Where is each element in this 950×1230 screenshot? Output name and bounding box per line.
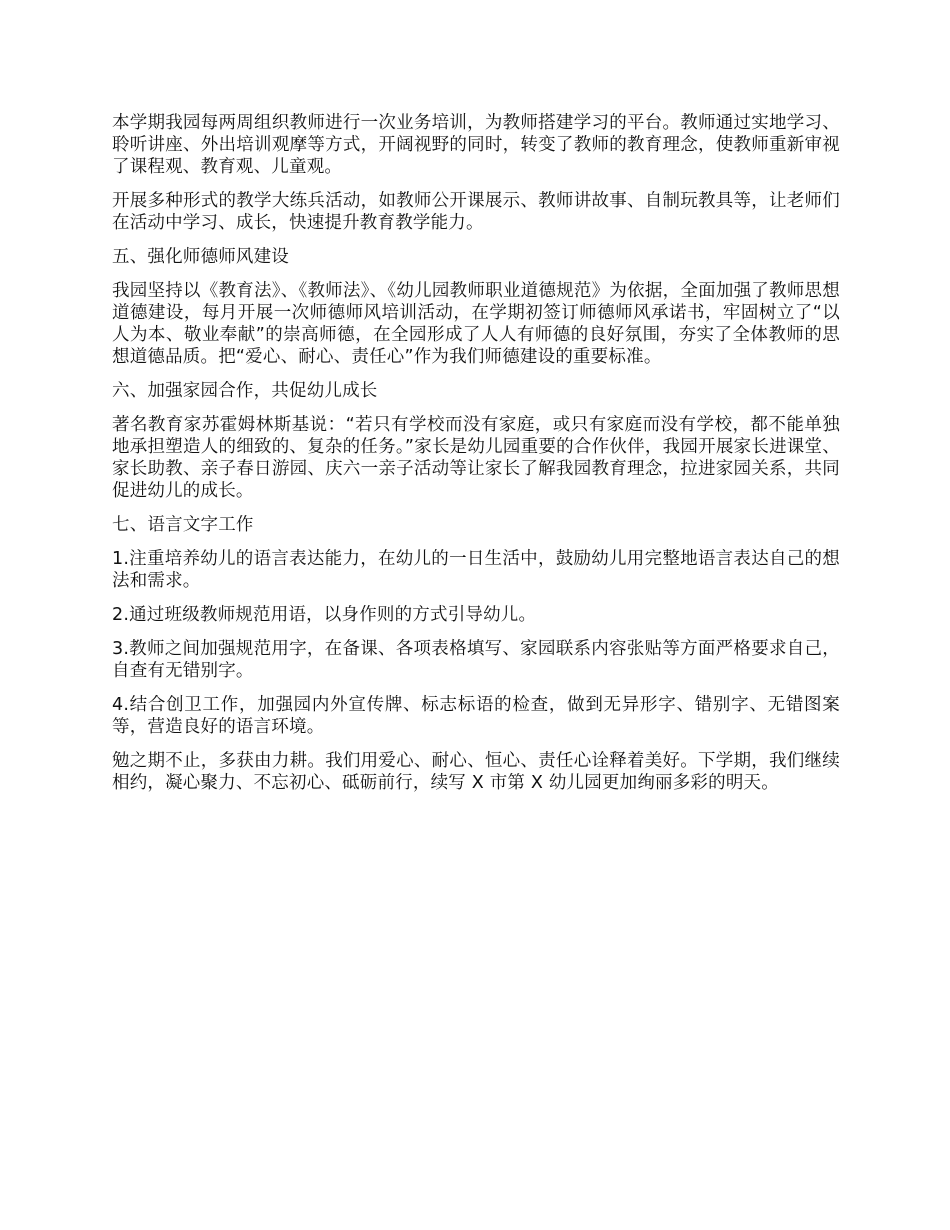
paragraph-teaching-practice: 开展多种形式的教学大练兵活动，如教师公开课展示、教师讲故事、自制玩教具等，让老师们在活动中学习、成长，快速提升教育教学能力。 xyxy=(112,191,840,233)
paragraph-closing: 勉之期不止，多获由力耕。我们用爱心、耐心、恒心、责任心诠释着美好。下学期，我们继续相约，凝心聚力、不忘初心、砥砺前行，续写 X 市第 X 幼儿园更加绚丽多彩的明天。 xyxy=(112,751,840,793)
list-item-language-3: 3.教师之间加强规范用字，在备课、各项表格填写、家园联系内容张贴等方面严格要求自己，自查有无错别字。 xyxy=(112,639,840,681)
list-item-language-2: 2.通过班级教师规范用语，以身作则的方式引导幼儿。 xyxy=(112,605,537,625)
section-heading-home-school: 六、加强家园合作，共促幼儿成长 xyxy=(112,381,378,401)
paragraph-home-school: 著名教育家苏霍姆林斯基说：“若只有学校而没有家庭，或只有家庭而没有学校，都不能单独地承担塑造人的细致的、复杂的任务。”家长是幼儿园重要的合作伙伴，我园开展家长进课堂、家长助教、亲子春日游园、庆六一亲子活动等让家长了解我园教育理念，拉进家园关系，共同促进幼儿的成长。 xyxy=(112,415,840,501)
paragraph-ethics: 我园坚持以《教育法》、《教师法》、《幼儿园教师职业道德规范》为依据，全面加强了教师思想道德建设，每月开展一次师德师风培训活动，在学期初签订师德师风承诺书，牢固树立了“以人为本、敬业奉献”的崇高师德，在全园形成了人人有师德的良好氛围，夯实了全体教师的思想道德品质。把“爱心、耐心、责任心”作为我们师德建设的重要标准。 xyxy=(112,281,840,367)
section-heading-ethics: 五、强化师德师风建设 xyxy=(112,247,289,267)
list-item-language-1: 1.注重培养幼儿的语言表达能力，在幼儿的一日生活中，鼓励幼儿用完整地语言表达自己的想法和需求。 xyxy=(112,549,840,591)
section-heading-language: 七、语言文字工作 xyxy=(112,515,254,535)
list-item-language-4: 4.结合创卫工作，加强园内外宣传牌、标志标语的检查，做到无异形字、错别字、无错图案等，营造良好的语言环境。 xyxy=(112,695,840,737)
document-page xyxy=(112,112,840,806)
paragraph-teacher-training: 本学期我园每两周组织教师进行一次业务培训，为教师搭建学习的平台。教师通过实地学习、聆听讲座、外出培训观摩等方式，开阔视野的同时，转变了教师的教育理念，使教师重新审视了课程观、教育观、儿童观。 xyxy=(112,113,840,177)
